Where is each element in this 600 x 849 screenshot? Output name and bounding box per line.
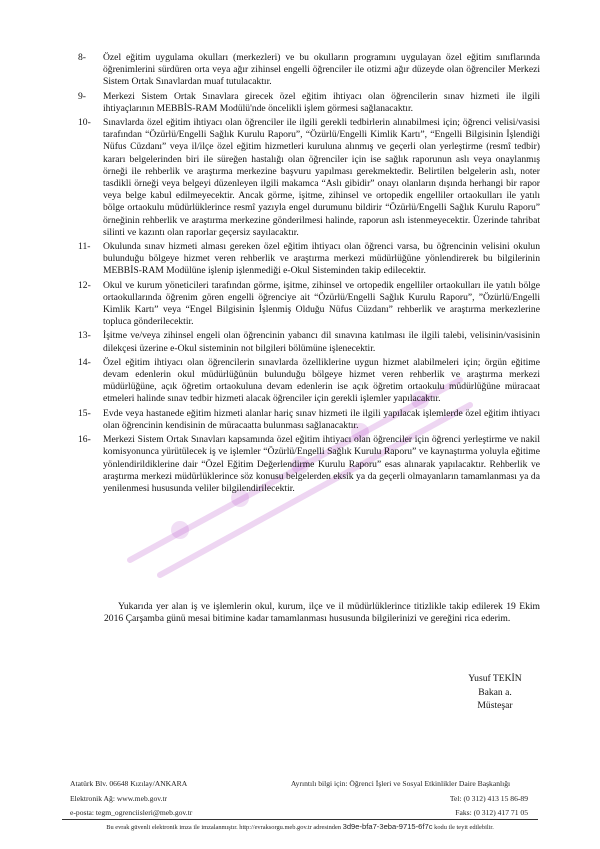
signatory-title: Müsteşar (477, 700, 513, 711)
verification-code: 3d9e-bfa7-3eba-9715-6f7c (342, 822, 433, 831)
list-item (60, 91, 540, 115)
footer-info (273, 777, 528, 821)
footer-fax: Faks: (0 312) 417 71 05 (455, 808, 528, 817)
footer-web: Elektronik Ağ: www.meb.gov.tr (70, 793, 168, 803)
item-text: Okulunda sınav hizmeti alması gereken özel eğitim ihtiyacı olan öğrenci varsa, bu öğrencinin velisini okulun bulunduğu bölgeye hizmet veren rehberlik ve araştırma merkezi müdürlüğüne yönlendirerek bu bilgilerinin MEBBİS-RAM Modülüne işlenip işlenmediği e-Okul Sisteminden takip edilecektir. (103, 241, 540, 277)
footer-tel: Tel: (0 312) 413 15 86-89 (449, 793, 528, 803)
item-text: Merkezi Sistem Ortak Sınavları kapsamında özel eğitim ihtiyacı olan öğrenciler için öğrenci yerleştirme ve nakil komisyonunca yürütülecek iş ve işlemler “Özürlü/Engelli Sağlık Kurulu Raporu” ve kaynaştırma yoluyla eğitime yönlendirildiklerine dair “Özel Eğitim Değerlendirme Kurulu Raporu” esas alınarak yapılacaktır. Rehberlik ve araştırma merkezi müdürlüklerince söz konusu belgelerden eksik ya da geçerli olmayanların tamamlanması ya da yenilenmesi hususunda veliler bilgilendirilecektir. (103, 434, 540, 494)
list-item (60, 117, 540, 239)
item-number: 13- (78, 330, 91, 342)
list-item (60, 330, 540, 354)
closing-paragraph: Yukarıda yer alan iş ve işlemlerin okul, kurum, ilçe ve il müdürlüklerince titizlikle takip edilerek 19 Ekim 2016 Çarşamba günü mesai bitimine kadar tamamlanması hususunda bilgilerinizi ve gereğini rica ederim. (104, 601, 540, 625)
item-number: 9- (78, 90, 86, 102)
list-item (60, 52, 540, 89)
item-text: Özel eğitim uygulama okulları (merkezleri) ve bu okulların programını uygulayan özel eğitim sınıflarında öğrenimlerini sürdüren orta veya ağır zihinsel engelli öğrenciler ile otizmi ağır düzeyde olan öğrenciler Merkezi Sistem Ortak Sınavlardan muaf tutulacaktır. (103, 52, 540, 88)
verification-line (62, 822, 538, 832)
item-number: 8- (78, 52, 86, 63)
item-number: 11- (78, 241, 91, 253)
item-text: Okul ve kurum yöneticileri tarafından görme, işitme, zihinsel ve ortopedik engelliler ortaokulları ile yatılı bölge ortaokullarında öğrenim gören engelli öğrenciye ait “Özürlü/Engelli Sağlık Kurulu Raporu”, ”Özürlü/Engelli Kimlik Kartı” veya “Engel Bilgisinin İşlenmiş Olduğu Nüfus Cüzdanı” rehberlik ve araştırma merkezlerine topluca gönderilecektir. (103, 279, 540, 328)
item-text: Evde veya hastanede eğitim hizmeti alanlar hariç sınav hizmeti ile ilgili yapılacak işlemlerde özel eğitim ihtiyacı olan öğrencinin kendisinin de müracaatta bulunması sağlanacaktır. (103, 407, 540, 431)
footer-email: e-posta: tegm_ogrenciisleri@meb.gov.tr (70, 808, 193, 817)
list-item (60, 280, 540, 329)
list-item (60, 241, 540, 278)
list-item (60, 408, 540, 432)
item-number: 14- (78, 356, 91, 368)
item-number: 10- (78, 117, 91, 129)
footer-contact (70, 777, 192, 821)
item-number: 12- (78, 279, 91, 291)
item-number: 15- (78, 407, 91, 419)
signatory-line2: Bakan a. (478, 686, 512, 698)
signatory-name: Yusuf TEKİN (468, 673, 522, 684)
footer-info-line: Ayrıntılı bilgi için: Öğrenci İşleri ve Sosyal Etkinlikler Daire Başkanlığı (290, 779, 511, 788)
footer-divider (62, 819, 538, 820)
signature-block (450, 672, 540, 713)
item-number: 16- (78, 434, 91, 446)
item-text: Sınavlarda özel eğitim ihtiyacı olan öğrenciler ile ilgili gerekli tedbirlerin alınabilmesi için; öğrenci velisi/vasisi tarafından “Özürlü/Engelli Sağlık Kurulu Raporu”, “Özürlü/Engelli Kimlik Kartı”, “Engelli Bilgisinin İşlendiği Nüfus Cüzdanı” veya il/ilçe özel eğitim hizmetleri kuruluna alınmış ve geçerli olan yerleştirme (resmî tedbir) kararı belgelerinden biri ile süreğen hastalığı olan öğrenciler için ise sağlık raporunun aslı veya onaylanmış örneği ile rehberlik ve araştırma merkezine başvuru yapılması gerekmektedir. Belirtilen belgelerin aslı, noter tasdikli örneği veya belgeyi düzenleyen ilgili makamca “Aslı gibidir” onayı olanların dışında herhangi bir rapor veya belge kabul edilmeyecektir. Ancak görme, işitme, zihinsel ve ortopedik engelliler ortaokulları ile yatılı bölge ortaokulu müdürlüklerince resmî yazıyla engel durumunu bildirir “Özürlü/Engelli Sağlık Kurulu Raporu” örneğinin rehberlik ve araştırma merkezine gönderilmesi halinde, raporun aslı istenmeyecektir. Üzerinde tahribat silinti ve kazıntı olan raporlar geçersiz sayılacaktır. (103, 117, 540, 238)
verification-prefix: Bu evrak güvenli elektronik imza ile imzalanmıştır. http://evraksorgu.meb.gov.tr adresinden (106, 824, 341, 831)
item-text: Merkezi Sistem Ortak Sınavlara girecek özel eğitim ihtiyacı olan öğrencilerin sınav hizmeti ile ilgili ihtiyaçlarının MEBBİS-RAM Modülü'nde öncelikli işlem görmesi sağlanacaktır. (103, 90, 540, 114)
list-item (60, 434, 540, 495)
item-text: İşitme ve/veya zihinsel engeli olan öğrencinin yabancı dil sınavına katılması ile ilgili talebi, velisinin/vasisinin dilekçesi üzerine e-Okul sisteminin not bilgileri bölümüne işlenecektir. (103, 330, 540, 354)
item-text: Özel eğitim ihtiyacı olan öğrencilerin sınavlarda özelliklerine uygun hizmet alabilmeleri için; örgün eğitime devam edenlerin okul müdürlüğünün bulunduğu bölgeye hizmet veren rehberlik ve araştırma merkezi müdürlüğüne, açık öğretim ortaokuluna devam edenlerin ise açık öğretim ortaokulu müdürlüğüne müracaat etmeleri halinde sınav tedbir hizmeti alacak öğrenciler için gerekli işlemler yapılacaktır. (103, 356, 540, 405)
footer-address: Atatürk Blv. 06648 Kızılay/ANKARA (70, 779, 188, 788)
list-item (60, 357, 540, 406)
items-list (60, 52, 540, 497)
verification-suffix: kodu ile teyit edilebilir. (434, 824, 494, 831)
